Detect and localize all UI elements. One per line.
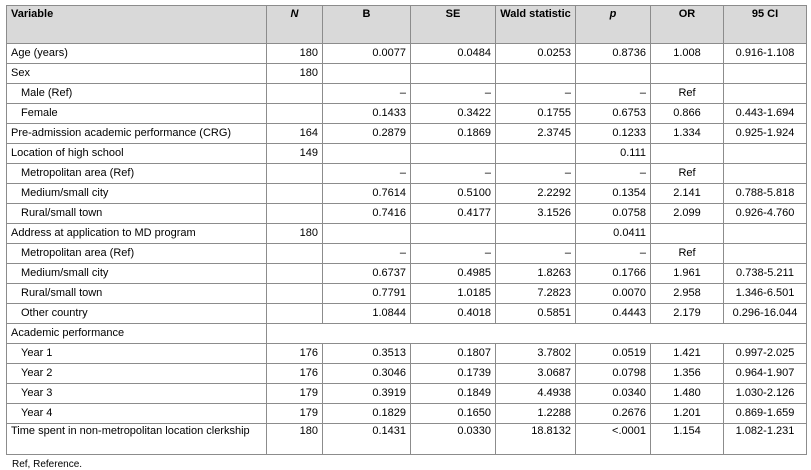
cell-p: 0.1354: [576, 184, 651, 204]
cell-se: –: [411, 244, 496, 264]
cell-wald: –: [496, 164, 576, 184]
cell-b: 0.3919: [323, 384, 411, 404]
table-row-hs-medium: [7, 184, 807, 204]
cell-ci: [724, 244, 807, 264]
cell-se: [411, 144, 496, 164]
table-row-age: [7, 44, 807, 64]
cell-or: 1.334: [651, 124, 724, 144]
table-row-hs-rural: [7, 204, 807, 224]
cell-or: Ref: [651, 164, 724, 184]
header-row: [7, 6, 807, 44]
cell-wald: 1.8263: [496, 264, 576, 284]
cell-ci: 1.030-2.126: [724, 384, 807, 404]
cell-variable: Academic performance: [7, 324, 267, 344]
cell-p: 0.0340: [576, 384, 651, 404]
cell-se: 0.0330: [411, 424, 496, 455]
cell-b: 0.7614: [323, 184, 411, 204]
table-row-addr-metro: [7, 244, 807, 264]
cell-p: <.0001: [576, 424, 651, 455]
cell-n: [267, 184, 323, 204]
table-row-time: [7, 424, 807, 455]
cell-or: 2.958: [651, 284, 724, 304]
cell-or: Ref: [651, 244, 724, 264]
cell-variable: Metropolitan area (Ref): [7, 244, 267, 264]
table-row-addr-other: [7, 304, 807, 324]
cell-variable: Year 3: [7, 384, 267, 404]
cell-se: 0.1739: [411, 364, 496, 384]
header-n: N: [267, 6, 323, 44]
cell-ci: 0.997-2.025: [724, 344, 807, 364]
cell-variable: Year 1: [7, 344, 267, 364]
cell-ci: 0.964-1.907: [724, 364, 807, 384]
table-row-addr-medium: [7, 264, 807, 284]
cell-ci: [724, 84, 807, 104]
table-row-hs-metro: [7, 164, 807, 184]
cell-or: 2.179: [651, 304, 724, 324]
cell-wald: [496, 144, 576, 164]
cell-p: 0.0519: [576, 344, 651, 364]
cell-variable: Medium/small city: [7, 184, 267, 204]
cell-b: 1.0844: [323, 304, 411, 324]
cell-or: 1.008: [651, 44, 724, 64]
cell-b: 0.3513: [323, 344, 411, 364]
cell-p: –: [576, 244, 651, 264]
cell-variable: Sex: [7, 64, 267, 84]
table-row-sex-female: [7, 104, 807, 124]
cell-b: –: [323, 244, 411, 264]
cell-ci: [724, 144, 807, 164]
cell-wald: [496, 224, 576, 244]
table-row-hs: [7, 144, 807, 164]
cell-variable: Address at application to MD program: [7, 224, 267, 244]
cell-ci: 0.916-1.108: [724, 44, 807, 64]
cell-ci: 0.788-5.818: [724, 184, 807, 204]
cell-variable: Year 4: [7, 404, 267, 424]
cell-se: 0.0484: [411, 44, 496, 64]
cell-n: [267, 204, 323, 224]
cell-p: 0.8736: [576, 44, 651, 64]
cell-n: 179: [267, 404, 323, 424]
cell-b: 0.6737: [323, 264, 411, 284]
cell-p: [576, 64, 651, 84]
header-b: B: [323, 6, 411, 44]
cell-or: 1.480: [651, 384, 724, 404]
cell-wald: 3.7802: [496, 344, 576, 364]
cell-b: [323, 64, 411, 84]
cell-b: –: [323, 164, 411, 184]
cell-empty-span: [267, 324, 807, 344]
cell-se: 0.1807: [411, 344, 496, 364]
cell-variable: Rural/small town: [7, 204, 267, 224]
cell-p: 0.0758: [576, 204, 651, 224]
cell-n: [267, 104, 323, 124]
table-footnote: Ref, Reference.: [12, 459, 83, 470]
cell-b: 0.1433: [323, 104, 411, 124]
table-row-addr: [7, 224, 807, 244]
cell-se: –: [411, 164, 496, 184]
cell-n: 176: [267, 344, 323, 364]
cell-n: 180: [267, 424, 323, 455]
cell-or: 1.961: [651, 264, 724, 284]
cell-p: 0.2676: [576, 404, 651, 424]
header-wald: Wald statistic: [496, 6, 576, 44]
cell-ci: [724, 164, 807, 184]
cell-n: 149: [267, 144, 323, 164]
cell-or: 0.866: [651, 104, 724, 124]
cell-p: 0.4443: [576, 304, 651, 324]
table-row-sex: [7, 64, 807, 84]
cell-wald: 7.2823: [496, 284, 576, 304]
cell-p: 0.1766: [576, 264, 651, 284]
cell-wald: 2.3745: [496, 124, 576, 144]
cell-wald: 0.1755: [496, 104, 576, 124]
cell-ci: [724, 64, 807, 84]
cell-wald: –: [496, 244, 576, 264]
cell-b: [323, 144, 411, 164]
cell-ci: 0.869-1.659: [724, 404, 807, 424]
cell-variable: Metropolitan area (Ref): [7, 164, 267, 184]
cell-p: 0.111: [576, 144, 651, 164]
cell-se: –: [411, 84, 496, 104]
cell-ci: 0.443-1.694: [724, 104, 807, 124]
cell-b: 0.7791: [323, 284, 411, 304]
cell-or: 1.201: [651, 404, 724, 424]
cell-ci: 1.346-6.501: [724, 284, 807, 304]
header-p: p: [576, 6, 651, 44]
regression-table-container: [6, 5, 806, 470]
logistic-regression-table: [6, 5, 807, 455]
cell-se: 0.4177: [411, 204, 496, 224]
cell-or: 1.356: [651, 364, 724, 384]
header-ci: 95 CI: [724, 6, 807, 44]
table-row-acad: [7, 324, 807, 344]
table-row-acad-y4: [7, 404, 807, 424]
table-row-addr-rural: [7, 284, 807, 304]
cell-se: 0.3422: [411, 104, 496, 124]
cell-p: 0.0411: [576, 224, 651, 244]
table-row-acad-y1: [7, 344, 807, 364]
cell-or: Ref: [651, 84, 724, 104]
cell-variable: Location of high school: [7, 144, 267, 164]
cell-wald: 0.5851: [496, 304, 576, 324]
cell-se: 0.1650: [411, 404, 496, 424]
table-row-sex-male: [7, 84, 807, 104]
cell-or: 2.099: [651, 204, 724, 224]
cell-variable: Age (years): [7, 44, 267, 64]
cell-n: 176: [267, 364, 323, 384]
cell-b: 0.1829: [323, 404, 411, 424]
cell-wald: 0.0253: [496, 44, 576, 64]
cell-p: 0.6753: [576, 104, 651, 124]
cell-ci: 1.082-1.231: [724, 424, 807, 455]
cell-wald: 2.2292: [496, 184, 576, 204]
header-variable: Variable: [7, 6, 267, 44]
cell-p: 0.1233: [576, 124, 651, 144]
cell-se: 0.4018: [411, 304, 496, 324]
cell-variable: Other country: [7, 304, 267, 324]
cell-se: 0.1869: [411, 124, 496, 144]
header-se: SE: [411, 6, 496, 44]
cell-se: 1.0185: [411, 284, 496, 304]
cell-se: 0.1849: [411, 384, 496, 404]
cell-or: 2.141: [651, 184, 724, 204]
cell-or: 1.421: [651, 344, 724, 364]
cell-wald: [496, 64, 576, 84]
cell-variable: Medium/small city: [7, 264, 267, 284]
cell-b: –: [323, 84, 411, 104]
cell-wald: 18.8132: [496, 424, 576, 455]
cell-n: [267, 284, 323, 304]
table-body: [7, 44, 807, 455]
cell-variable: Year 2: [7, 364, 267, 384]
cell-n: [267, 244, 323, 264]
table-row-acad-y3: [7, 384, 807, 404]
cell-se: [411, 224, 496, 244]
cell-b: 0.3046: [323, 364, 411, 384]
cell-se: 0.4985: [411, 264, 496, 284]
cell-variable: Rural/small town: [7, 284, 267, 304]
cell-p: –: [576, 84, 651, 104]
cell-b: [323, 224, 411, 244]
cell-or: 1.154: [651, 424, 724, 455]
cell-b: 0.1431: [323, 424, 411, 455]
cell-variable: Male (Ref): [7, 84, 267, 104]
cell-n: [267, 84, 323, 104]
cell-or: [651, 64, 724, 84]
cell-n: 164: [267, 124, 323, 144]
cell-wald: 4.4938: [496, 384, 576, 404]
cell-n: 180: [267, 44, 323, 64]
cell-b: 0.2879: [323, 124, 411, 144]
cell-p: 0.0070: [576, 284, 651, 304]
cell-or: [651, 224, 724, 244]
cell-b: 0.7416: [323, 204, 411, 224]
cell-wald: –: [496, 84, 576, 104]
cell-n: 180: [267, 64, 323, 84]
cell-wald: 3.1526: [496, 204, 576, 224]
cell-n: [267, 164, 323, 184]
cell-se: [411, 64, 496, 84]
cell-ci: [724, 224, 807, 244]
cell-ci: 0.925-1.924: [724, 124, 807, 144]
cell-variable: Pre-admission academic performance (CRG): [7, 124, 267, 144]
cell-variable: Female: [7, 104, 267, 124]
table-row-acad-y2: [7, 364, 807, 384]
cell-wald: 1.2288: [496, 404, 576, 424]
cell-p: –: [576, 164, 651, 184]
cell-b: 0.0077: [323, 44, 411, 64]
cell-or: [651, 144, 724, 164]
cell-p: 0.0798: [576, 364, 651, 384]
cell-ci: 0.296-16.044: [724, 304, 807, 324]
cell-ci: 0.738-5.211: [724, 264, 807, 284]
cell-n: 180: [267, 224, 323, 244]
table-row-crg: [7, 124, 807, 144]
cell-n: [267, 304, 323, 324]
cell-n: 179: [267, 384, 323, 404]
cell-variable: Time spent in non-metropolitan location clerkship: [7, 424, 267, 455]
cell-ci: 0.926-4.760: [724, 204, 807, 224]
header-or: OR: [651, 6, 724, 44]
cell-wald: 3.0687: [496, 364, 576, 384]
cell-n: [267, 264, 323, 284]
cell-se: 0.5100: [411, 184, 496, 204]
